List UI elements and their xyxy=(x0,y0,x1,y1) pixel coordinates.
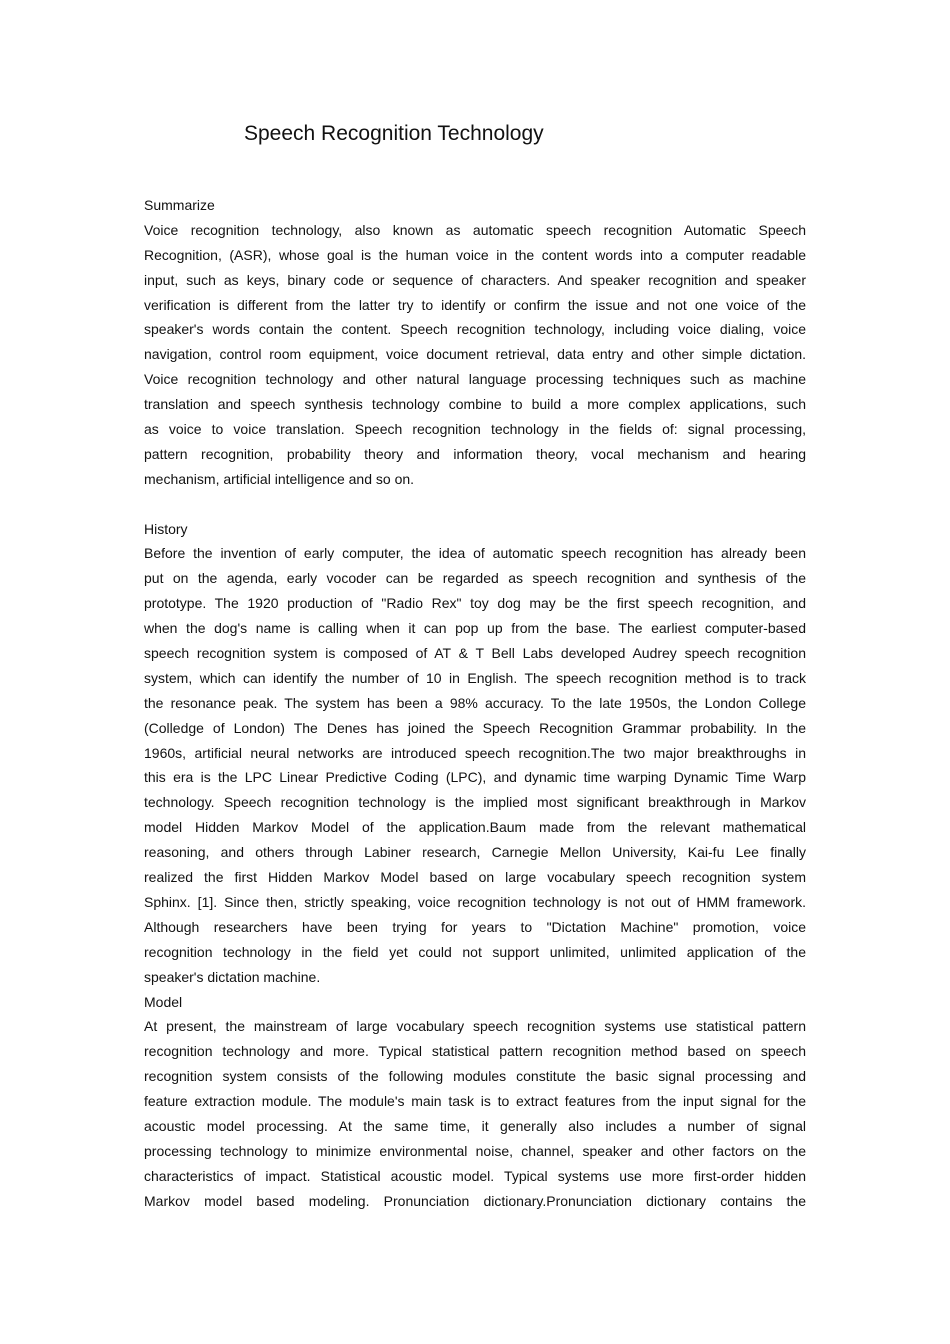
paragraph-line: Markov model based modeling. Pronunciation dictionary.Pronunciation dictionary contains the xyxy=(144,1192,806,1209)
paragraph-line: recognition technology and more. Typical statistical pattern recognition method based on speech xyxy=(144,1043,806,1060)
section-history xyxy=(144,517,806,990)
paragraph-line: prototype. The 1920 production of "Radio Rex" toy dog may be the first speech recognition, and xyxy=(144,595,806,612)
paragraph-line: speaker's words contain the content. Speech recognition technology, including voice dialing, voice xyxy=(144,321,806,338)
section-model xyxy=(144,990,806,1214)
paragraph-line: system, which can identify the number of 10 in English. The speech recognition method is to track xyxy=(144,669,806,686)
paragraph-line: when the dog's name is calling when it can pop up from the base. The earliest computer-based xyxy=(144,620,806,637)
document-title: Speech Recognition Technology xyxy=(244,122,544,145)
paragraph-line: translation and speech synthesis technology combine to build a more complex applications, such xyxy=(144,396,806,413)
paragraph-line: Voice recognition technology, also known as automatic speech recognition Automatic Speech xyxy=(144,221,806,238)
paragraph-line: speech recognition system is composed of AT & T Bell Labs developed Audrey speech recognition xyxy=(144,645,806,662)
paragraph-line: characteristics of impact. Statistical acoustic model. Typical systems use more first-order hidden xyxy=(144,1167,806,1184)
paragraph-line: Recognition, (ASR), whose goal is the human voice in the content words into a computer readable xyxy=(144,246,806,263)
paragraph-line: 1960s, artificial neural networks are introduced speech recognition.The two major breakthroughs in xyxy=(144,744,806,761)
paragraph-line: verification is different from the latter try to identify or confirm the issue and not one voice of the xyxy=(144,296,806,313)
paragraph-line: model Hidden Markov Model of the application.Baum made from the relevant mathematical xyxy=(144,819,806,836)
paragraph-line: the resonance peak. The system has been a 98% accuracy. To the late 1950s, the London College xyxy=(144,694,806,711)
section-heading: Summarize xyxy=(144,197,215,213)
paragraph-line: speaker's dictation machine. xyxy=(144,968,321,985)
paragraph-line: acoustic model processing. At the same time, it generally also includes a number of signal xyxy=(144,1117,806,1134)
paragraph-line: navigation, control room equipment, voice document retrieval, data entry and other simple dictation. xyxy=(144,346,806,363)
document-body xyxy=(144,193,806,1214)
paragraph-line: Although researchers have been trying for years to "Dictation Machine" promotion, voice xyxy=(144,918,806,935)
section-heading: Model xyxy=(144,993,183,1010)
paragraph-line: input, such as keys, binary code or sequence of characters. And speaker recognition and speaker xyxy=(144,271,806,288)
paragraph-line: pattern recognition, probability theory and information theory, vocal mechanism and hearing xyxy=(144,445,806,462)
paragraph-line: processing technology to minimize environmental noise, channel, speaker and other factors on the xyxy=(144,1142,806,1159)
paragraph-line: technology. Speech recognition technology is the implied most significant breakthrough in Markov xyxy=(144,794,806,811)
paragraph-line: recognition system consists of the following modules constitute the basic signal processing and xyxy=(144,1068,806,1085)
section-summarize xyxy=(144,193,806,517)
section-heading: History xyxy=(144,520,188,537)
paragraph-line: Sphinx. [1]. Since then, strictly speaking, voice recognition technology is not out of HMM framework. xyxy=(144,893,806,910)
paragraph-line: mechanism, artificial intelligence and so on. xyxy=(144,470,415,487)
paragraph-line: recognition technology in the field yet could not support unlimited, unlimited application of the xyxy=(144,943,806,960)
paragraph-line: this era is the LPC Linear Predictive Coding (LPC), and dynamic time warping Dynamic Time Warp xyxy=(144,769,806,786)
paragraph-line: (Colledge of London) The Denes has joined the Speech Recognition Grammar probability. In the xyxy=(144,719,806,736)
paragraph-line: reasoning, and others through Labiner research, Carnegie Mellon University, Kai-fu Lee finally xyxy=(144,844,806,861)
paragraph-line: At present, the mainstream of large vocabulary speech recognition systems use statistical pattern xyxy=(144,1018,806,1035)
paragraph-line: realized the first Hidden Markov Model based on large vocabulary speech recognition system xyxy=(144,869,806,886)
paragraph-line: as voice to voice translation. Speech recognition technology in the fields of: signal processing, xyxy=(144,421,806,438)
paragraph-line: put on the agenda, early vocoder can be regarded as speech recognition and synthesis of the xyxy=(144,570,806,587)
paragraph-line: Before the invention of early computer, the idea of automatic speech recognition has already been xyxy=(144,545,806,562)
paragraph-line: feature extraction module. The module's main task is to extract features from the input signal for the xyxy=(144,1093,806,1110)
paragraph-gap xyxy=(144,492,806,517)
paragraph-line: Voice recognition technology and other natural language processing techniques such as machine xyxy=(144,371,806,388)
